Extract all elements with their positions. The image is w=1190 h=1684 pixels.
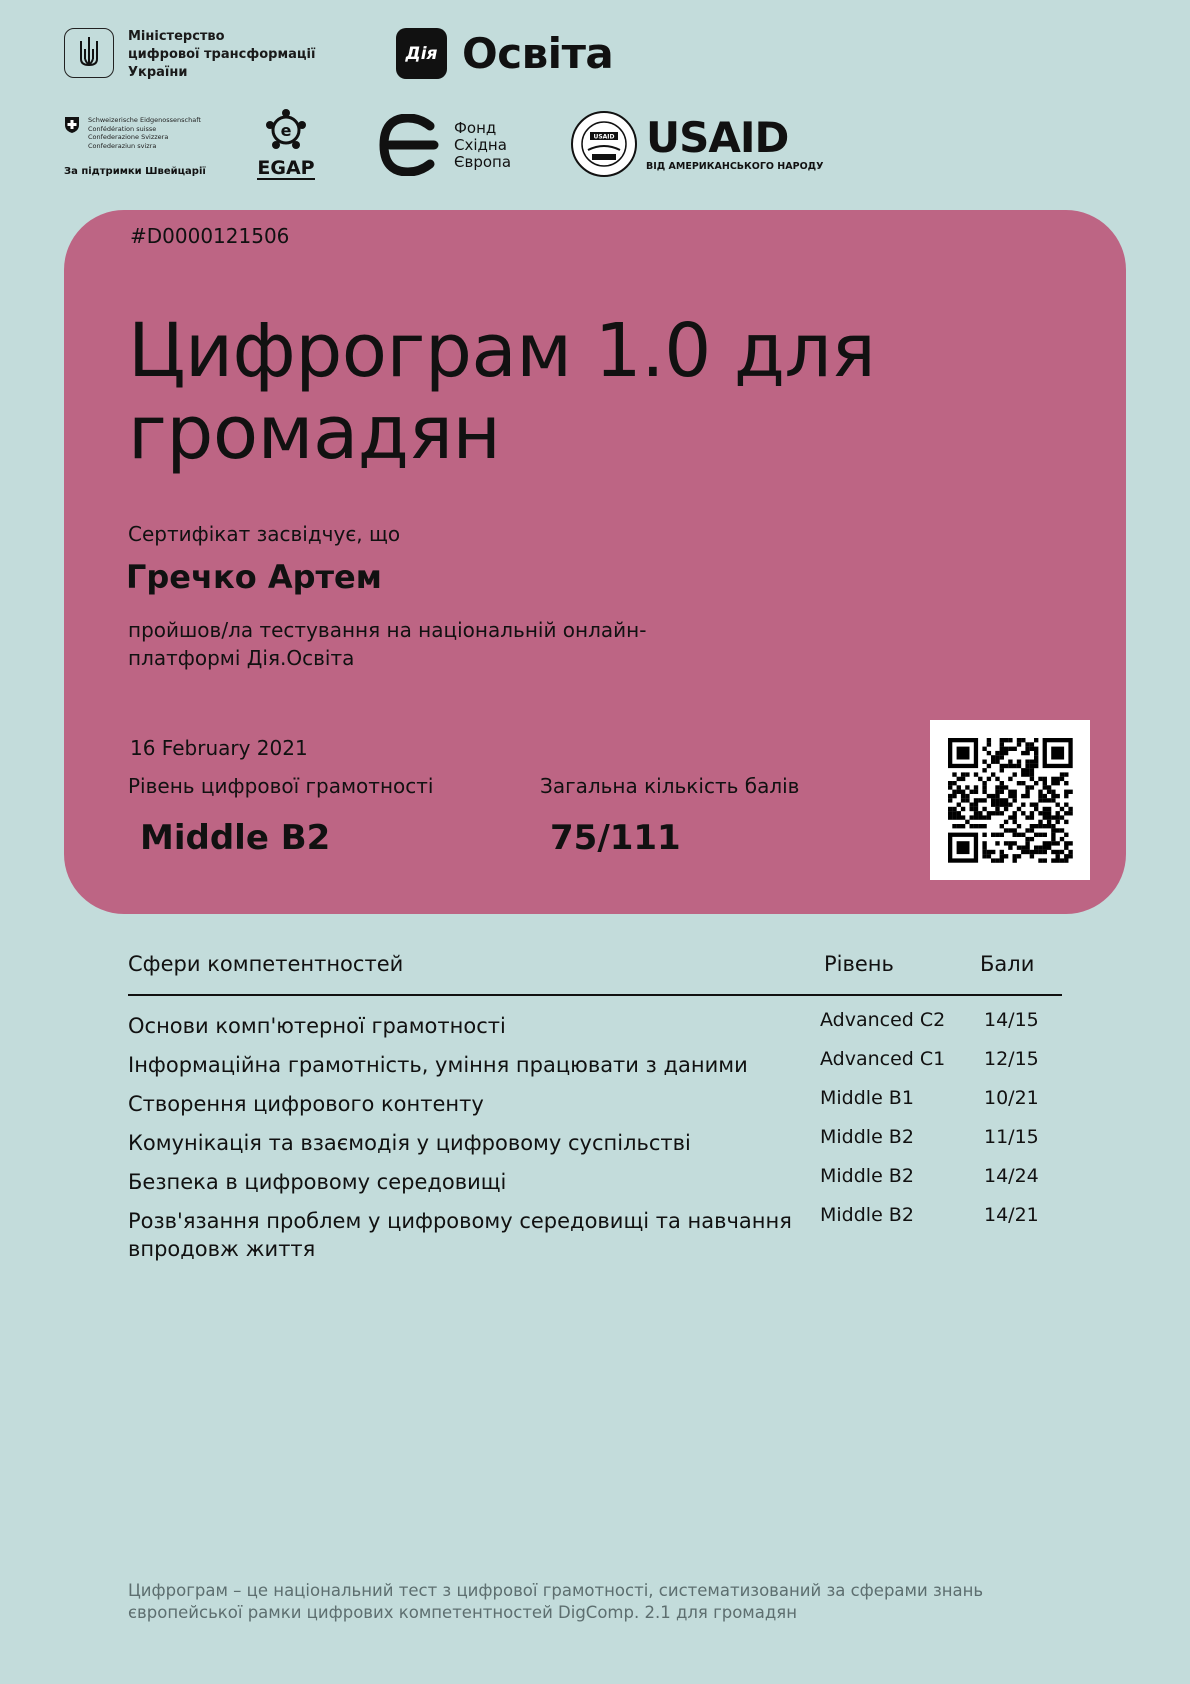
score-label: Загальна кількість балів [540, 774, 800, 798]
table-row [128, 1126, 1062, 1157]
qr-code[interactable] [930, 720, 1090, 880]
row-level: Middle B2 [820, 1165, 914, 1187]
usaid-word: USAID [646, 112, 789, 162]
header-level: Рівень [824, 952, 894, 976]
swiss-logo: Schweizerische Eidgenossenschaft Confédération suisse Confederazione Svizzera Confederaziun svizra За підтримки Швейцарії [64, 116, 206, 177]
usaid-logo [570, 110, 823, 178]
certificate-id: #D0000121506 [130, 224, 290, 248]
osvita-word: Освіта [462, 29, 614, 78]
ministry-name: Міністерство цифрової трансформації України [128, 29, 316, 80]
trident-icon [64, 28, 114, 78]
table-header [128, 946, 1062, 996]
egap-word: EGAP [257, 157, 315, 179]
row-area: Безпека в цифровому середовищі [128, 1170, 507, 1194]
svg-text:e: e [280, 121, 292, 140]
usaid-seal-icon [570, 110, 638, 178]
table-row [128, 1165, 1062, 1196]
row-points: 10/21 [984, 1087, 1039, 1109]
row-area: Інформаційна грамотність, уміння працювати з даними [128, 1053, 748, 1077]
usaid-subtitle: ВІД АМЕРИКАНСЬКОГО НАРОДУ [646, 160, 824, 172]
row-points: 14/21 [984, 1204, 1039, 1226]
diia-badge: Дія [396, 28, 447, 79]
passed-text: пройшов/ла тестування на національній онлайн-платформі Дія.Освіта [128, 618, 647, 670]
table-row [128, 1048, 1062, 1079]
row-level: Advanced C2 [820, 1009, 946, 1031]
level-label: Рівень цифрової грамотності [128, 774, 434, 798]
header-points: Бали [980, 952, 1035, 976]
table-row [128, 1009, 1062, 1040]
row-level: Middle B2 [820, 1204, 914, 1226]
score-value: 75/111 [550, 818, 681, 858]
row-level: Middle B1 [820, 1087, 914, 1109]
level-value: Middle B2 [140, 818, 331, 858]
row-area: Розв'язання проблем у цифровому середовищі та навчання впродовж життя [128, 1209, 792, 1261]
row-points: 12/15 [984, 1048, 1039, 1070]
svg-text:USAID: USAID [593, 133, 615, 141]
row-level: Middle B2 [820, 1126, 914, 1148]
egap-emblem-icon [264, 108, 308, 152]
row-points: 11/15 [984, 1126, 1039, 1148]
certifies-text: Сертифікат засвідчує, що [128, 522, 401, 546]
fond-logo: Фонд Східна Європа [378, 114, 511, 176]
row-area: Створення цифрового контенту [128, 1092, 484, 1116]
swiss-caption: За підтримки Швейцарії [64, 166, 206, 177]
header-area: Сфери компетентностей [128, 952, 404, 976]
table-row [128, 1087, 1062, 1118]
diia-osvita-logo [396, 28, 613, 79]
competency-table [128, 946, 1062, 1263]
egap-logo [252, 108, 320, 180]
ministry-logo [64, 28, 315, 82]
course-title: Цифрограм 1.0 для громадян [128, 308, 876, 476]
row-area: Комунікація та взаємодія у цифровому суспільстві [128, 1131, 691, 1155]
row-points: 14/24 [984, 1165, 1039, 1187]
table-row [128, 1204, 1062, 1263]
person-name: Гречко Артем [126, 558, 382, 596]
certificate-date: 16 February 2021 [130, 736, 308, 760]
swiss-shield-icon [64, 116, 80, 134]
row-area: Основи комп'ютерної грамотності [128, 1014, 506, 1038]
row-level: Advanced C1 [820, 1048, 946, 1070]
footnote: Цифрограм – це національний тест з цифрової грамотності, систематизований за сферами знань європейської рамки цифрових компетентностей DigComp. 2.1 для громадян [128, 1581, 984, 1622]
qr-code-icon [930, 720, 1090, 880]
fond-emblem-icon [378, 114, 440, 176]
row-points: 14/15 [984, 1009, 1039, 1031]
